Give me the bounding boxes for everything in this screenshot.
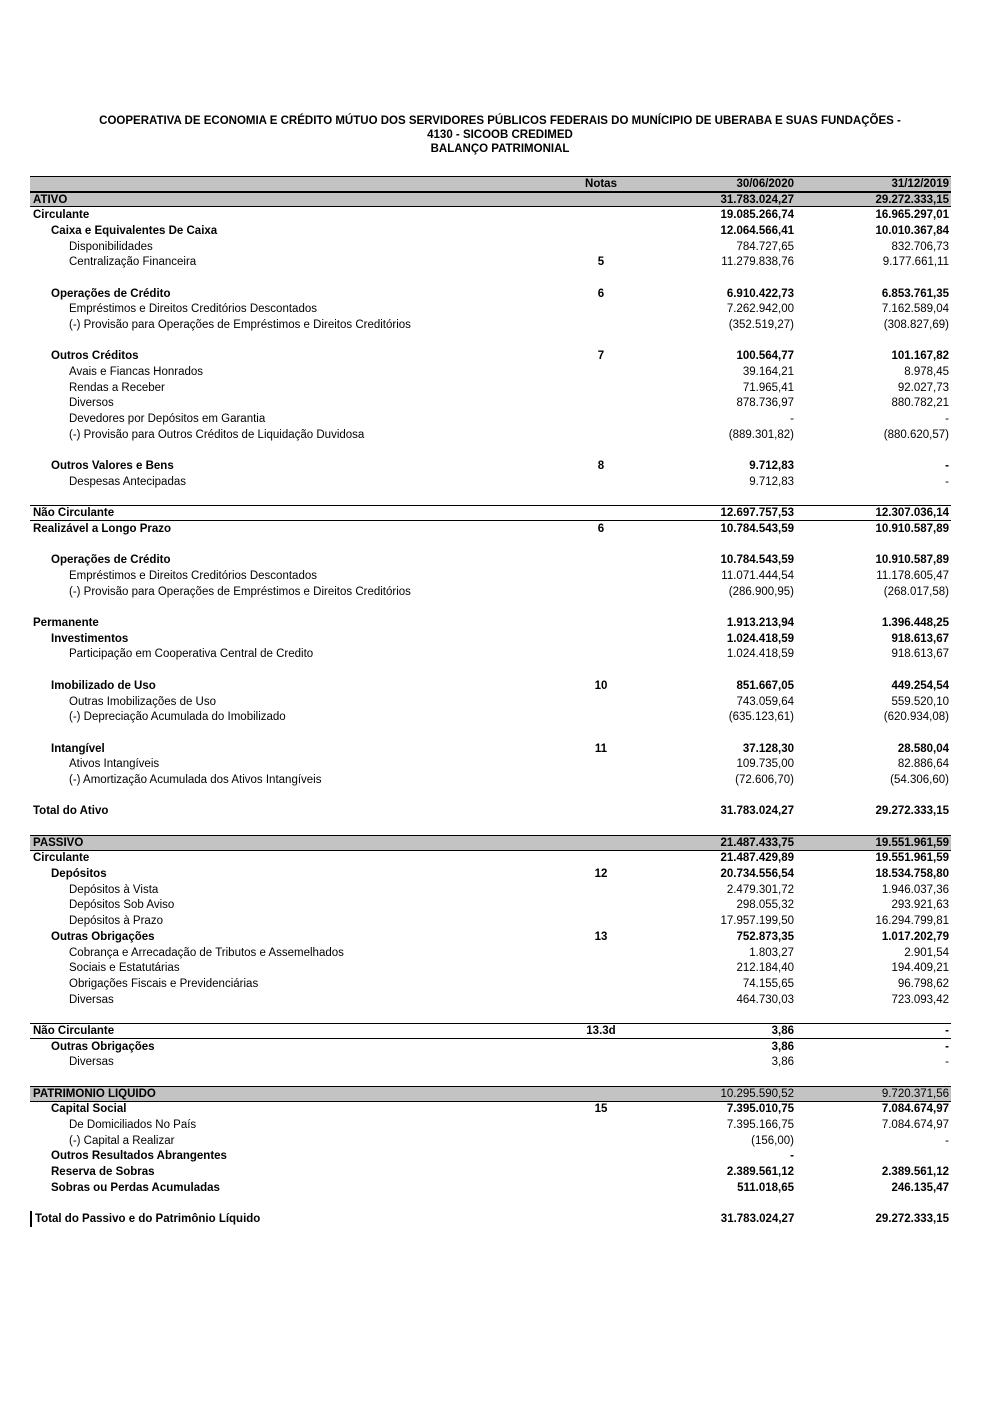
table-row xyxy=(30,1164,951,1180)
row-label: Empréstimos e Direitos Creditórios Descontados xyxy=(69,570,317,583)
table-row xyxy=(30,458,951,474)
row-label: Outras Obrigações xyxy=(51,930,155,943)
row-value-2019: 723.093,42 xyxy=(891,993,949,1006)
row-value-2019: 449.254,54 xyxy=(891,679,949,692)
row-value-2019: 1.946.037,36 xyxy=(881,883,949,896)
row-value-2020: - xyxy=(790,1150,794,1163)
row-label: Diversos xyxy=(69,397,114,410)
row-value-2019: 7.084.674,97 xyxy=(881,1103,949,1116)
row-value-2020: 20.734.556,54 xyxy=(720,868,794,881)
row-value-2019: 92.027,73 xyxy=(897,381,949,394)
row-nota: 11 xyxy=(594,742,608,755)
row-value-2020: 21.487.429,89 xyxy=(720,852,794,865)
row-label: Empréstimos e Direitos Creditórios Descontados xyxy=(69,303,317,316)
row-nota: 13.3d xyxy=(586,1024,616,1037)
table-row xyxy=(30,192,951,208)
row-nota: 10 xyxy=(594,679,608,692)
row-label: Circulante xyxy=(33,209,90,222)
table-row xyxy=(30,521,951,537)
row-label: Participação em Cooperativa Central de Credito xyxy=(69,648,314,661)
table-row xyxy=(30,380,951,396)
row-value-2020: (286.900,95) xyxy=(728,585,794,598)
row-label: Despesas Antecipadas xyxy=(69,475,186,488)
row-label: Operações de Crédito xyxy=(51,554,171,567)
row-value-2019: 29.272.333,15 xyxy=(875,193,949,206)
table-row xyxy=(30,772,951,788)
row-label: Outros Resultados Abrangentes xyxy=(51,1150,227,1163)
row-nota: 6 xyxy=(597,522,605,535)
table-row xyxy=(30,396,951,412)
row-label: (-) Provisão para Outros Créditos de Liquidação Duvidosa xyxy=(69,428,365,441)
row-value-2019: 918.613,67 xyxy=(891,648,949,661)
title-line-3: BALANÇO PATRIMONIAL xyxy=(430,143,570,155)
row-label: Diversas xyxy=(69,1056,114,1069)
row-value-2019: 293.921,63 xyxy=(891,899,949,912)
row-value-2019: (880.620,57) xyxy=(883,428,949,441)
row-value-2019: 10.910.587,89 xyxy=(875,554,949,567)
table-row xyxy=(30,913,951,929)
row-label: Outros Valores e Bens xyxy=(51,460,174,473)
row-value-2019: - xyxy=(945,460,949,473)
row-label: Ativos Intangíveis xyxy=(69,758,160,771)
row-nota: 6 xyxy=(597,287,605,300)
row-label: Disponibilidades xyxy=(69,240,153,253)
row-label: (-) Capital a Realizar xyxy=(69,1134,175,1147)
row-value-2020: 19.085.266,74 xyxy=(720,209,794,222)
row-label: Avais e Fiancas Honrados xyxy=(69,366,204,379)
row-value-2020: 6.910.422,73 xyxy=(726,287,794,300)
table-row xyxy=(30,615,951,631)
table-row xyxy=(30,302,951,318)
spacer-row xyxy=(30,600,951,616)
row-value-2019: 10.010.367,84 xyxy=(875,224,949,237)
row-value-2019: 96.798,62 xyxy=(897,977,949,990)
row-value-2020: 2.479.301,72 xyxy=(726,883,794,896)
row-value-2019: (308.827,69) xyxy=(883,319,949,332)
table-row xyxy=(30,960,951,976)
row-value-2020: (352.519,27) xyxy=(728,319,794,332)
row-value-2020: 11.279.838,76 xyxy=(721,256,794,269)
row-value-2019: 18.534.758,80 xyxy=(875,868,949,881)
row-label: (-) Provisão para Operações de Empréstimos e Direitos Creditórios xyxy=(69,319,411,332)
table-row xyxy=(30,553,951,569)
row-value-2020: 7.262.942,00 xyxy=(726,303,794,316)
title-line-2: 4130 - SICOOB CREDIMED xyxy=(427,129,573,141)
row-label: PATRIMÔNIO LÍQUIDO xyxy=(33,1087,156,1100)
row-value-2019: 7.162.589,04 xyxy=(881,303,949,316)
row-value-2020: 7.395.166,75 xyxy=(726,1119,794,1132)
table-row xyxy=(30,945,951,961)
table-row xyxy=(30,584,951,600)
row-value-2019: (268.017,58) xyxy=(883,585,949,598)
row-value-2019: 16.965.297,01 xyxy=(875,209,949,222)
row-value-2019: - xyxy=(945,413,949,426)
row-label: Sobras ou Perdas Acumuladas xyxy=(51,1181,220,1194)
row-value-2020: 1.024.418,59 xyxy=(726,632,794,645)
row-nota: 5 xyxy=(597,256,605,269)
spacer-row xyxy=(30,819,951,835)
row-value-2020: 21.487.433,75 xyxy=(720,836,794,849)
row-value-2020: 1.913.213,94 xyxy=(726,617,794,630)
row-value-2019: 2.901,54 xyxy=(904,946,949,959)
row-value-2020: 31.783.024,27 xyxy=(720,1213,795,1226)
table-row xyxy=(30,1117,951,1133)
row-value-2019: - xyxy=(945,1040,949,1053)
spacer-row xyxy=(30,490,951,506)
row-value-2020: 7.395.010,75 xyxy=(726,1103,794,1116)
row-label: Circulante xyxy=(33,852,90,865)
row-label: Obrigações Fiscais e Previdenciárias xyxy=(69,977,259,990)
row-label: Total do Passivo e do Patrimônio Líquido xyxy=(35,1213,261,1226)
row-label: Investimentos xyxy=(51,632,129,645)
row-label: Operações de Crédito xyxy=(51,287,171,300)
row-value-2020: (889.301,82) xyxy=(728,428,794,441)
row-value-2020: 11.071.444,54 xyxy=(721,570,794,583)
table-row xyxy=(30,254,951,270)
row-value-2019: (620.934,08) xyxy=(883,711,949,724)
row-value-2020: (635.123,61) xyxy=(728,711,794,724)
row-label: ATIVO xyxy=(33,193,68,206)
row-value-2019: 29.272.333,15 xyxy=(875,805,949,818)
title-line-1: COOPERATIVA DE ECONOMIA E CRÉDITO MÚTUO DOS SERVIDORES PÚBLICOS FEDERAIS DO MUNÍCIPIO DE UBERABA E SUAS FUNDAÇÕES - xyxy=(99,115,901,127)
row-value-2019: 6.853.761,35 xyxy=(881,287,949,300)
row-value-2019: 12.307.036,14 xyxy=(875,507,949,520)
table-row xyxy=(30,992,951,1008)
row-value-2020: 10.784.543,59 xyxy=(720,522,794,535)
row-value-2020: 1.803,27 xyxy=(749,946,794,959)
table-row xyxy=(30,647,951,663)
row-value-2019: 16.294.799,81 xyxy=(875,915,949,928)
row-value-2020: 464.730,03 xyxy=(736,993,794,1006)
table-row xyxy=(30,1055,951,1071)
spacer-row xyxy=(30,725,951,741)
row-label: Cobrança e Arrecadação de Tributos e Assemelhados xyxy=(69,946,344,959)
header-date-2019: 31/12/2019 xyxy=(891,177,949,190)
table-row xyxy=(30,694,951,710)
row-value-2019: - xyxy=(945,1056,949,1069)
row-label: Outros Créditos xyxy=(51,350,139,363)
row-value-2020: 511.018,65 xyxy=(737,1181,794,1194)
row-value-2020: 2.389.561,12 xyxy=(726,1166,794,1179)
row-label: Capital Social xyxy=(51,1103,127,1116)
row-value-2019: 1.017.202,79 xyxy=(881,930,949,943)
row-value-2019: 8.978,45 xyxy=(904,366,949,379)
table-row xyxy=(30,1180,951,1196)
table-row xyxy=(30,976,951,992)
table-row xyxy=(30,427,951,443)
row-value-2019: 1.396.448,25 xyxy=(881,617,949,630)
row-label: PASSIVO xyxy=(33,836,84,849)
table-row xyxy=(30,1133,951,1149)
spacer-row xyxy=(30,1070,951,1086)
row-label: Depósitos xyxy=(51,868,107,881)
row-value-2020: (156,00) xyxy=(751,1134,794,1147)
row-label: Caixa e Equivalentes De Caixa xyxy=(51,224,218,237)
row-value-2020: 74.155,65 xyxy=(742,977,794,990)
row-value-2020: 3,86 xyxy=(771,1024,794,1037)
row-value-2019: 19.551.961,59 xyxy=(875,852,949,865)
table-row xyxy=(30,882,951,898)
row-value-2019: 918.613,67 xyxy=(891,632,949,645)
table-row xyxy=(30,1086,951,1102)
table-row xyxy=(30,835,951,851)
table-header-row xyxy=(30,176,951,192)
row-value-2019: - xyxy=(945,1134,949,1147)
row-value-2019: 9.720.371,56 xyxy=(881,1087,949,1100)
row-label: Reserva de Sobras xyxy=(51,1166,155,1179)
table-row xyxy=(30,709,951,725)
row-label: Sociais e Estatutárias xyxy=(69,962,180,975)
row-value-2020: 31.783.024,27 xyxy=(720,193,794,206)
header-date-2020: 30/06/2020 xyxy=(736,177,794,190)
table-row xyxy=(30,364,951,380)
row-value-2019: - xyxy=(945,475,949,488)
row-value-2020: 784.727,65 xyxy=(736,240,794,253)
row-value-2019: 82.886,64 xyxy=(897,758,949,771)
table-row xyxy=(30,317,951,333)
table-row xyxy=(30,239,951,255)
table-row xyxy=(30,207,951,223)
row-value-2019: 2.389.561,12 xyxy=(881,1166,949,1179)
spacer-row xyxy=(30,788,951,804)
row-value-2020: 878.736,97 xyxy=(736,397,794,410)
row-label: Depósitos à Prazo xyxy=(69,915,163,928)
table-row xyxy=(30,474,951,490)
row-value-2019: 19.551.961,59 xyxy=(875,836,949,849)
table-row xyxy=(30,1211,951,1227)
row-label: Diversas xyxy=(69,993,114,1006)
table-row xyxy=(30,411,951,427)
row-value-2019: 10.910.587,89 xyxy=(875,522,949,535)
table-row xyxy=(30,568,951,584)
row-value-2019: 194.409,21 xyxy=(891,962,949,975)
row-value-2020: 9.712,83 xyxy=(749,475,794,488)
row-nota: 12 xyxy=(594,868,608,881)
row-value-2020: (72.606,70) xyxy=(735,773,794,786)
table-row xyxy=(30,756,951,772)
row-label: Realizável a Longo Prazo xyxy=(33,522,172,535)
row-value-2020: 3,86 xyxy=(771,1056,794,1069)
row-value-2020: 10.784.543,59 xyxy=(720,554,794,567)
table-row xyxy=(30,1023,951,1039)
document-title xyxy=(20,114,980,156)
row-nota: 7 xyxy=(597,350,605,363)
table-row xyxy=(30,1039,951,1055)
row-value-2020: 3,86 xyxy=(771,1040,794,1053)
row-value-2020: 37.128,30 xyxy=(742,742,794,755)
row-value-2019: 11.178.605,47 xyxy=(876,570,949,583)
row-nota: 8 xyxy=(597,460,605,473)
table-row xyxy=(30,929,951,945)
row-value-2019: 28.580,04 xyxy=(897,742,949,755)
spacer-row xyxy=(30,537,951,553)
row-value-2019: 101.167,82 xyxy=(891,350,949,363)
row-label: Imobilizado de Uso xyxy=(51,679,156,692)
row-value-2020: 31.783.024,27 xyxy=(720,805,794,818)
row-value-2020: 212.184,40 xyxy=(736,962,794,975)
table-row xyxy=(30,741,951,757)
row-value-2020: 10.295.590,52 xyxy=(720,1087,794,1100)
row-value-2019: 880.782,21 xyxy=(891,397,949,410)
row-label: Centralização Financeira xyxy=(69,256,197,269)
row-value-2019: 7.084.674,97 xyxy=(881,1119,949,1132)
table-row xyxy=(30,1149,951,1165)
row-value-2020: 17.957.199,50 xyxy=(720,915,794,928)
spacer-row xyxy=(30,1007,951,1023)
table-row xyxy=(30,851,951,867)
header-notas: Notas xyxy=(585,177,617,190)
row-value-2019: 29.272.333,15 xyxy=(875,1213,950,1226)
spacer-row xyxy=(30,443,951,459)
table-row xyxy=(30,898,951,914)
row-value-2020: 12.064.566,41 xyxy=(720,224,794,237)
row-value-2020: 100.564,77 xyxy=(736,350,794,363)
balance-table xyxy=(30,176,951,1227)
table-row xyxy=(30,866,951,882)
row-value-2020: 298.055,32 xyxy=(736,899,794,912)
balance-table-body xyxy=(30,192,951,1227)
row-label: Não Circulante xyxy=(33,1024,115,1037)
table-row xyxy=(30,631,951,647)
row-value-2020: 743.059,64 xyxy=(736,695,794,708)
spacer-row xyxy=(30,662,951,678)
row-label: Outras Obrigações xyxy=(51,1040,155,1053)
table-row xyxy=(30,1102,951,1118)
row-value-2020: 752.873,35 xyxy=(736,930,794,943)
row-label: Outras Imobilizações de Uso xyxy=(69,695,217,708)
row-value-2019: 559.520,10 xyxy=(891,695,949,708)
row-value-2019: - xyxy=(945,1024,949,1037)
row-label: Permanente xyxy=(33,617,99,630)
row-label: Depósitos à Vista xyxy=(69,883,159,896)
row-value-2019: (54.306,60) xyxy=(890,773,949,786)
table-row xyxy=(30,223,951,239)
spacer-row xyxy=(30,270,951,286)
spacer-row xyxy=(30,1196,951,1212)
row-value-2020: 109.735,00 xyxy=(736,758,794,771)
row-value-2019: 9.177.661,11 xyxy=(882,256,949,269)
row-label: (-) Provisão para Operações de Empréstimos e Direitos Creditórios xyxy=(69,585,411,598)
row-label: De Domiciliados No País xyxy=(69,1119,197,1132)
row-label: Total do Ativo xyxy=(33,805,109,818)
row-value-2020: - xyxy=(790,413,794,426)
row-nota: 13 xyxy=(594,930,608,943)
table-row xyxy=(30,349,951,365)
spacer-row xyxy=(30,333,951,349)
row-value-2019: 246.135,47 xyxy=(891,1181,949,1194)
table-row xyxy=(30,505,951,521)
row-nota: 15 xyxy=(594,1103,608,1116)
row-value-2020: 1.024.418,59 xyxy=(726,648,794,661)
row-label: Intangível xyxy=(51,742,105,755)
row-label: (-) Depreciação Acumulada do Imobilizado xyxy=(69,711,286,724)
row-value-2020: 851.667,05 xyxy=(736,679,794,692)
row-value-2020: 12.697.757,53 xyxy=(720,507,794,520)
row-value-2020: 9.712,83 xyxy=(749,460,794,473)
table-row xyxy=(30,804,951,820)
row-value-2020: 71.965,41 xyxy=(742,381,794,394)
row-value-2019: 832.706,73 xyxy=(891,240,949,253)
row-label: Rendas a Receber xyxy=(69,381,165,394)
row-value-2020: 39.164,21 xyxy=(742,366,794,379)
table-row xyxy=(30,678,951,694)
row-label: Devedores por Depósitos em Garantia xyxy=(69,413,266,426)
row-label: Não Circulante xyxy=(33,507,115,520)
table-row xyxy=(30,286,951,302)
row-label: Depósitos Sob Aviso xyxy=(69,899,175,912)
row-label: (-) Amortização Acumulada dos Ativos Intangíveis xyxy=(69,773,322,786)
